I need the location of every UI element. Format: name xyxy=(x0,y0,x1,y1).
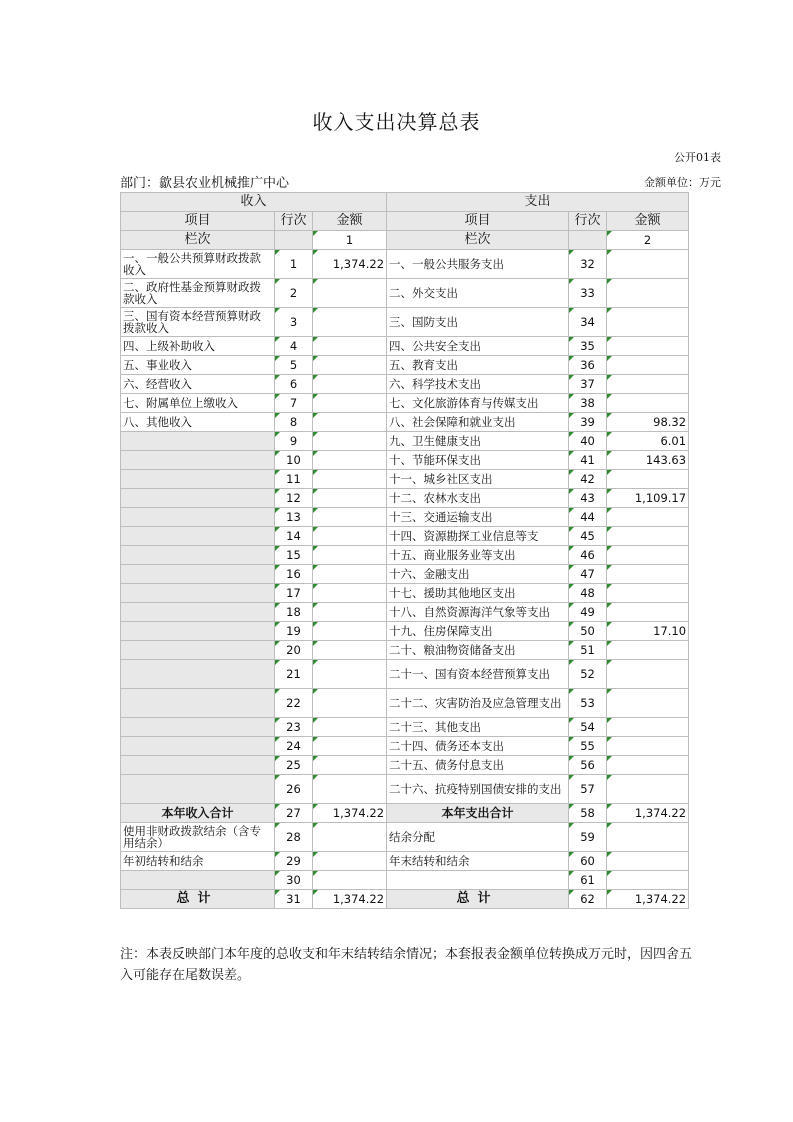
income-row-number: 1 xyxy=(275,250,313,279)
income-row-number: 19 xyxy=(275,622,313,641)
income-row-number: 11 xyxy=(275,470,313,489)
table-row xyxy=(121,432,689,451)
expense-item: 九、卫生健康支出 xyxy=(387,432,569,451)
income-amount xyxy=(313,308,387,337)
income-row-number: 12 xyxy=(275,489,313,508)
income-row-number: 3 xyxy=(275,308,313,337)
expense-row-number: 38 xyxy=(569,394,607,413)
table-row xyxy=(121,546,689,565)
expense-row-number: 55 xyxy=(569,737,607,756)
income-item xyxy=(121,871,275,890)
expense-item: 二十三、其他支出 xyxy=(387,718,569,737)
income-row-number: 8 xyxy=(275,413,313,432)
income-row-number: 17 xyxy=(275,584,313,603)
expense-item: 五、教育支出 xyxy=(387,356,569,375)
income-amount xyxy=(313,852,387,871)
table-row xyxy=(121,852,689,871)
expense-amount xyxy=(607,279,689,308)
expense-rowno-header: 行次 xyxy=(569,212,607,231)
expense-row-number: 47 xyxy=(569,565,607,584)
income-item xyxy=(121,470,275,489)
table-row xyxy=(121,279,689,308)
income-item: 七、附属单位上缴收入 xyxy=(121,394,275,413)
income-item: 四、上级补助收入 xyxy=(121,337,275,356)
expense-amount xyxy=(607,823,689,852)
expense-item: 二十六、抗疫特别国债安排的支出 xyxy=(387,775,569,804)
income-amount xyxy=(313,432,387,451)
income-row-number: 28 xyxy=(275,823,313,852)
income-row-number: 25 xyxy=(275,756,313,775)
expense-row-number: 56 xyxy=(569,756,607,775)
table-row xyxy=(121,337,689,356)
income-row-number: 6 xyxy=(275,375,313,394)
expense-amount: 1,374.22 xyxy=(607,804,689,823)
income-item-header: 项目 xyxy=(121,212,275,231)
table-row xyxy=(121,375,689,394)
expense-row-number: 42 xyxy=(569,470,607,489)
expense-amount xyxy=(607,756,689,775)
income-amount xyxy=(313,489,387,508)
expense-row-number: 33 xyxy=(569,279,607,308)
expense-item: 十六、金融支出 xyxy=(387,565,569,584)
income-row-number: 20 xyxy=(275,641,313,660)
income-row-number: 15 xyxy=(275,546,313,565)
income-amount xyxy=(313,527,387,546)
income-row-number: 23 xyxy=(275,718,313,737)
income-item xyxy=(121,641,275,660)
table-row xyxy=(121,804,689,823)
income-item xyxy=(121,660,275,689)
income-amount xyxy=(313,660,387,689)
expense-item: 十八、自然资源海洋气象等支出 xyxy=(387,603,569,622)
expense-item: 十三、交通运输支出 xyxy=(387,508,569,527)
income-amount xyxy=(313,413,387,432)
expense-row-number: 48 xyxy=(569,584,607,603)
expense-item: 总计 xyxy=(387,890,569,909)
table-row xyxy=(121,603,689,622)
expense-amount: 1,109.17 xyxy=(607,489,689,508)
expense-row-number: 51 xyxy=(569,641,607,660)
table-row xyxy=(121,565,689,584)
table-row xyxy=(121,413,689,432)
table-row xyxy=(121,660,689,689)
expense-row-number: 60 xyxy=(569,852,607,871)
expense-item: 十、节能环保支出 xyxy=(387,451,569,470)
expense-row-number: 57 xyxy=(569,775,607,804)
expense-item: 二十二、灾害防治及应急管理支出 xyxy=(387,689,569,718)
income-col-blank xyxy=(275,231,313,250)
expense-row-number: 35 xyxy=(569,337,607,356)
expense-amount: 6.01 xyxy=(607,432,689,451)
expense-item: 十五、商业服务业等支出 xyxy=(387,546,569,565)
income-amount xyxy=(313,756,387,775)
expense-row-number: 58 xyxy=(569,804,607,823)
income-row-number: 24 xyxy=(275,737,313,756)
table-row xyxy=(121,641,689,660)
expense-item: 三、国防支出 xyxy=(387,308,569,337)
department-label: 部门：歙县农业机械推广中心 xyxy=(120,176,290,191)
expense-col-blank xyxy=(569,231,607,250)
expense-item: 结余分配 xyxy=(387,823,569,852)
table-row xyxy=(121,308,689,337)
income-item xyxy=(121,718,275,737)
income-row-number: 21 xyxy=(275,660,313,689)
expense-amount xyxy=(607,584,689,603)
expense-row-number: 45 xyxy=(569,527,607,546)
income-amount xyxy=(313,689,387,718)
expense-col-label: 栏次 xyxy=(387,231,569,250)
expense-amount xyxy=(607,660,689,689)
income-item: 年初结转和结余 xyxy=(121,852,275,871)
expense-row-number: 59 xyxy=(569,823,607,852)
income-amount xyxy=(313,337,387,356)
expense-amount xyxy=(607,641,689,660)
income-item xyxy=(121,689,275,718)
income-amount xyxy=(313,375,387,394)
income-item xyxy=(121,451,275,470)
income-rowno-header: 行次 xyxy=(275,212,313,231)
income-item: 二、政府性基金预算财政拨款收入 xyxy=(121,279,275,308)
income-amount xyxy=(313,871,387,890)
expense-item: 一、一般公共服务支出 xyxy=(387,250,569,279)
income-amount xyxy=(313,641,387,660)
expense-item: 十一、城乡社区支出 xyxy=(387,470,569,489)
expense-amount xyxy=(607,603,689,622)
income-item xyxy=(121,756,275,775)
income-item xyxy=(121,622,275,641)
income-amount: 1,374.22 xyxy=(313,250,387,279)
income-item xyxy=(121,603,275,622)
expense-row-number: 43 xyxy=(569,489,607,508)
expense-header: 支出 xyxy=(387,193,689,212)
table-row xyxy=(121,775,689,804)
table-row xyxy=(121,737,689,756)
income-item xyxy=(121,546,275,565)
expense-amount xyxy=(607,250,689,279)
income-amount xyxy=(313,546,387,565)
income-item xyxy=(121,432,275,451)
income-amount xyxy=(313,737,387,756)
expense-amount xyxy=(607,470,689,489)
expense-item: 七、文化旅游体育与传媒支出 xyxy=(387,394,569,413)
income-amount xyxy=(313,718,387,737)
income-item: 使用非财政拨款结余（含专用结余） xyxy=(121,823,275,852)
table-row xyxy=(121,584,689,603)
expense-amount xyxy=(607,356,689,375)
table-row xyxy=(121,527,689,546)
expense-item: 十九、住房保障支出 xyxy=(387,622,569,641)
income-amount xyxy=(313,622,387,641)
income-row-number: 14 xyxy=(275,527,313,546)
income-amount xyxy=(313,823,387,852)
income-row-number: 7 xyxy=(275,394,313,413)
income-col-label: 栏次 xyxy=(121,231,275,250)
expense-row-number: 44 xyxy=(569,508,607,527)
footnote: 注：本表反映部门本年度的总收支和年末结转结余情况；本套报表金额单位转换成万元时，因四舍五入可能存在尾数误差。 xyxy=(120,947,693,983)
col-number-2: 2 xyxy=(607,231,689,250)
table-row xyxy=(121,394,689,413)
table-row xyxy=(121,718,689,737)
expense-row-number: 49 xyxy=(569,603,607,622)
expense-amount xyxy=(607,871,689,890)
expense-row-number: 34 xyxy=(569,308,607,337)
expense-row-number: 37 xyxy=(569,375,607,394)
expense-amount xyxy=(607,508,689,527)
expense-item: 十七、援助其他地区支出 xyxy=(387,584,569,603)
expense-row-number: 40 xyxy=(569,432,607,451)
expense-item xyxy=(387,871,569,890)
expense-amount: 98.32 xyxy=(607,413,689,432)
income-row-number: 10 xyxy=(275,451,313,470)
income-row-number: 16 xyxy=(275,565,313,584)
income-row-number: 31 xyxy=(275,890,313,909)
expense-amount xyxy=(607,689,689,718)
income-amount xyxy=(313,470,387,489)
income-item: 一、一般公共预算财政拨款收入 xyxy=(121,250,275,279)
expense-amount: 1,374.22 xyxy=(607,890,689,909)
expense-row-number: 61 xyxy=(569,871,607,890)
income-amount xyxy=(313,279,387,308)
income-row-number: 22 xyxy=(275,689,313,718)
expense-amount xyxy=(607,394,689,413)
income-item: 六、经营收入 xyxy=(121,375,275,394)
income-amount xyxy=(313,451,387,470)
expense-item: 四、公共安全支出 xyxy=(387,337,569,356)
table-row xyxy=(121,250,689,279)
expense-amount: 17.10 xyxy=(607,622,689,641)
income-expense-table xyxy=(120,192,689,909)
table-row xyxy=(121,508,689,527)
expense-row-number: 53 xyxy=(569,689,607,718)
expense-item: 十四、资源勘探工业信息等支 xyxy=(387,527,569,546)
expense-amount xyxy=(607,718,689,737)
expense-amount xyxy=(607,308,689,337)
expense-item: 二十、粮油物资储备支出 xyxy=(387,641,569,660)
income-item xyxy=(121,584,275,603)
expense-item: 本年支出合计 xyxy=(387,804,569,823)
income-amount-header: 金额 xyxy=(313,212,387,231)
expense-amount xyxy=(607,775,689,804)
table-row xyxy=(121,356,689,375)
expense-amount xyxy=(607,737,689,756)
expense-amount xyxy=(607,565,689,584)
income-amount: 1,374.22 xyxy=(313,804,387,823)
income-row-number: 5 xyxy=(275,356,313,375)
income-row-number: 2 xyxy=(275,279,313,308)
expense-row-number: 52 xyxy=(569,660,607,689)
income-item: 三、国有资本经营预算财政拨款收入 xyxy=(121,308,275,337)
table-row xyxy=(121,871,689,890)
table-row xyxy=(121,489,689,508)
expense-amount xyxy=(607,527,689,546)
unit-label: 金额单位：万元 xyxy=(644,176,721,189)
income-amount xyxy=(313,356,387,375)
income-header: 收入 xyxy=(121,193,387,212)
expense-amount-header: 金额 xyxy=(607,212,689,231)
expense-item-header: 项目 xyxy=(387,212,569,231)
expense-item: 六、科学技术支出 xyxy=(387,375,569,394)
table-row xyxy=(121,756,689,775)
expense-row-number: 54 xyxy=(569,718,607,737)
expense-row-number: 50 xyxy=(569,622,607,641)
col-number-1: 1 xyxy=(313,231,387,250)
page-title: 收入支出决算总表 xyxy=(312,110,481,134)
expense-item: 十二、农林水支出 xyxy=(387,489,569,508)
expense-amount xyxy=(607,375,689,394)
table-row xyxy=(121,622,689,641)
income-amount xyxy=(313,775,387,804)
income-item: 总计 xyxy=(121,890,275,909)
expense-item: 二十四、债务还本支出 xyxy=(387,737,569,756)
expense-row-number: 46 xyxy=(569,546,607,565)
form-code: 公开01表 xyxy=(674,151,721,164)
expense-row-number: 32 xyxy=(569,250,607,279)
income-item xyxy=(121,508,275,527)
expense-item: 年末结转和结余 xyxy=(387,852,569,871)
table-row xyxy=(121,470,689,489)
table-row xyxy=(121,823,689,852)
income-amount xyxy=(313,394,387,413)
expense-amount: 143.63 xyxy=(607,451,689,470)
expense-row-number: 62 xyxy=(569,890,607,909)
expense-amount xyxy=(607,852,689,871)
income-item xyxy=(121,527,275,546)
expense-row-number: 41 xyxy=(569,451,607,470)
income-item xyxy=(121,565,275,584)
income-item xyxy=(121,737,275,756)
income-amount xyxy=(313,508,387,527)
expense-item: 八、社会保障和就业支出 xyxy=(387,413,569,432)
table-row xyxy=(121,689,689,718)
income-row-number: 4 xyxy=(275,337,313,356)
income-row-number: 30 xyxy=(275,871,313,890)
income-amount xyxy=(313,603,387,622)
income-item xyxy=(121,489,275,508)
income-row-number: 13 xyxy=(275,508,313,527)
table-row xyxy=(121,890,689,909)
expense-amount xyxy=(607,337,689,356)
income-amount xyxy=(313,565,387,584)
income-row-number: 9 xyxy=(275,432,313,451)
income-item: 本年收入合计 xyxy=(121,804,275,823)
income-amount xyxy=(313,584,387,603)
expense-row-number: 39 xyxy=(569,413,607,432)
expense-row-number: 36 xyxy=(569,356,607,375)
income-row-number: 29 xyxy=(275,852,313,871)
expense-amount xyxy=(607,546,689,565)
expense-item: 二十五、债务付息支出 xyxy=(387,756,569,775)
expense-item: 二、外交支出 xyxy=(387,279,569,308)
expense-item: 二十一、国有资本经营预算支出 xyxy=(387,660,569,689)
income-item: 五、事业收入 xyxy=(121,356,275,375)
income-amount: 1,374.22 xyxy=(313,890,387,909)
income-row-number: 26 xyxy=(275,775,313,804)
income-item xyxy=(121,775,275,804)
income-item: 八、其他收入 xyxy=(121,413,275,432)
income-row-number: 27 xyxy=(275,804,313,823)
income-row-number: 18 xyxy=(275,603,313,622)
table-row xyxy=(121,451,689,470)
